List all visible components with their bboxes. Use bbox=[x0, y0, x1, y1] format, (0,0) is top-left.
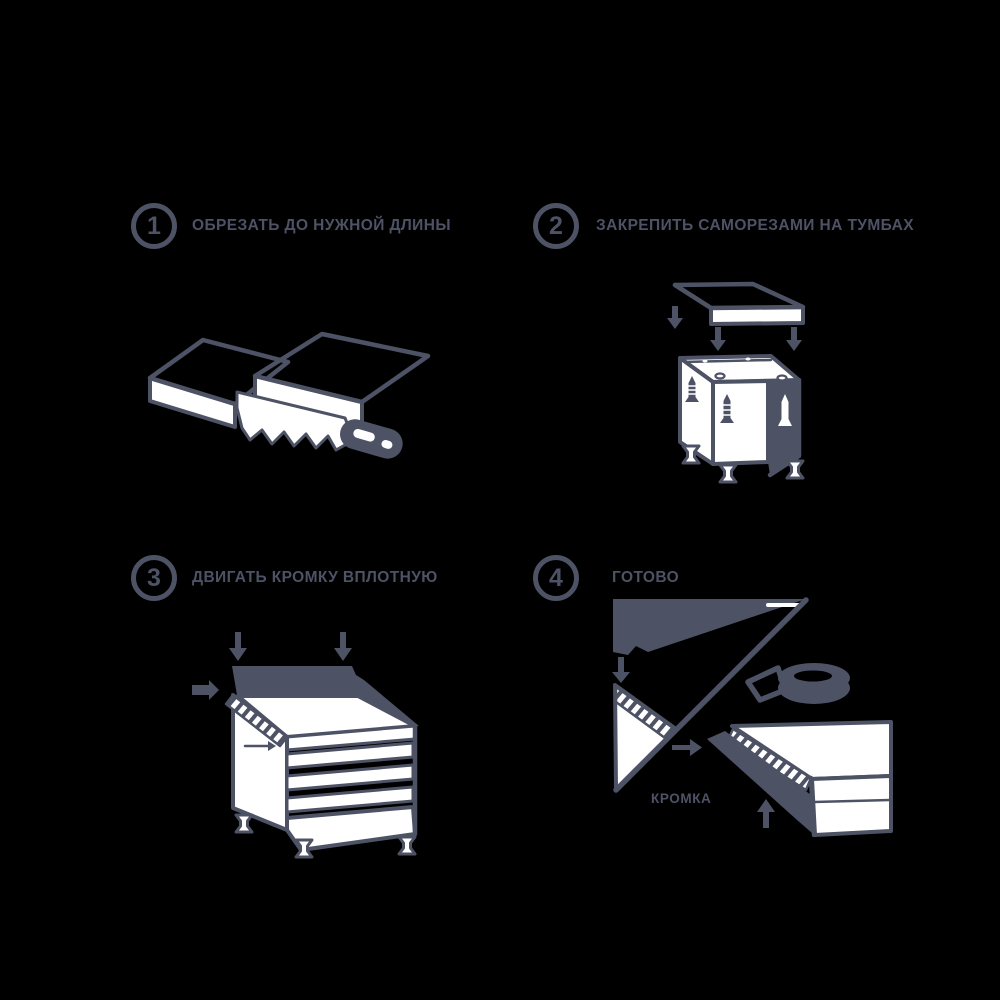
foot-icon bbox=[399, 837, 415, 854]
arrow-right-icon bbox=[192, 680, 219, 700]
step-title: ДВИГАТЬ КРОМКУ ВПЛОТНУЮ bbox=[192, 569, 438, 586]
illustration-fasten-countertop bbox=[643, 270, 863, 490]
screw-hole bbox=[716, 374, 725, 379]
countertop-icon bbox=[675, 284, 803, 324]
arrow-down-icon bbox=[710, 327, 726, 351]
step-number-badge bbox=[131, 555, 177, 601]
arrow-down-icon bbox=[334, 632, 352, 661]
step-number: 1 bbox=[147, 211, 161, 240]
shelf-cabinet-icon bbox=[226, 695, 415, 857]
screw-hole bbox=[778, 376, 787, 381]
arrow-down-icon bbox=[229, 632, 247, 661]
step-number: 2 bbox=[549, 211, 563, 240]
illustration-press-edge bbox=[170, 618, 452, 880]
step-title: ГОТОВО bbox=[612, 569, 680, 586]
tape-roll-icon bbox=[748, 663, 850, 704]
arrow-down-icon bbox=[786, 327, 802, 351]
step-number-badge bbox=[131, 203, 177, 249]
arrow-down-icon bbox=[667, 306, 683, 329]
illustration-finished bbox=[588, 588, 893, 850]
step-title: ЗАКРЕПИТЬ САМОРЕЗАМИ НА ТУМБАХ bbox=[596, 217, 914, 234]
board-edge-icon bbox=[707, 722, 891, 835]
saw-handle bbox=[336, 416, 406, 462]
shelf bbox=[287, 765, 413, 790]
foot-icon bbox=[787, 461, 803, 478]
foot-icon bbox=[720, 465, 736, 482]
arrow-right-icon bbox=[672, 739, 702, 756]
step-title: ОБРЕЗАТЬ ДО НУЖНОЙ ДЛИНЫ bbox=[192, 217, 451, 234]
foot-icon bbox=[236, 815, 252, 832]
illustration-cut-board bbox=[140, 330, 435, 475]
step-number: 3 bbox=[147, 563, 161, 592]
edge-label: КРОМКА bbox=[651, 791, 712, 806]
step-number: 4 bbox=[549, 563, 563, 592]
cut-corner-icon bbox=[615, 685, 676, 789]
arrow-down-icon bbox=[612, 657, 630, 683]
step-number-badge bbox=[533, 555, 579, 601]
step-number-badge bbox=[533, 203, 579, 249]
cabinet-icon bbox=[680, 356, 803, 482]
arrow-up-icon bbox=[757, 799, 775, 828]
